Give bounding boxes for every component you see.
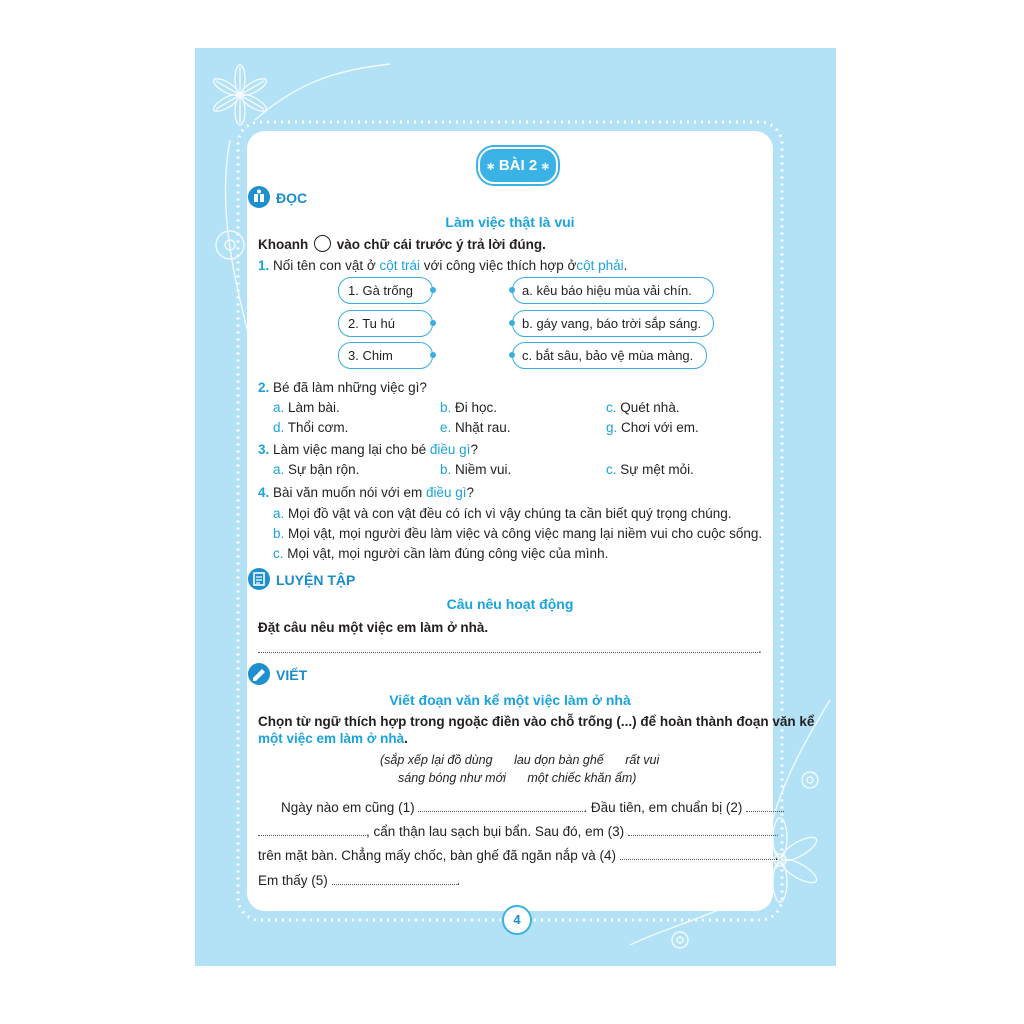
writing-instruction-cont: một việc em làm ở nhà. — [258, 731, 408, 746]
answer-option[interactable]: b. Mọi vật, mọi người đều làm việc và công việc mang lại niềm vui cho cuộc sống. — [273, 526, 763, 541]
match-dot[interactable] — [430, 320, 436, 326]
question-1: 1. Nối tên con vật ở cột trái với công việc thích hợp ởcột phải. — [258, 258, 628, 273]
match-dot[interactable] — [430, 352, 436, 358]
answer-option[interactable]: d. Thổi cơm. — [273, 420, 349, 435]
match-left-item[interactable]: 2. Tu hú — [338, 310, 433, 337]
match-right-item[interactable]: b. gáy vang, báo trời sắp sáng. — [512, 310, 714, 337]
match-right-item[interactable]: a. kêu báo hiệu mùa vải chín. — [512, 277, 714, 304]
star-icon: ✱ — [541, 162, 550, 173]
answer-option[interactable]: g. Chơi với em. — [606, 420, 699, 435]
reading-instruction: Khoanh vào chữ cái trước ý trả lời đúng. — [258, 237, 546, 252]
star-icon: ✱ — [486, 162, 495, 173]
circle-icon — [314, 235, 331, 252]
fill-line-2[interactable]: , cẩn thận lau sạch bụi bẩn. Sau đó, em (3) — [258, 824, 778, 839]
section-writing-label: VIẾT — [276, 667, 308, 683]
match-dot[interactable] — [509, 352, 515, 358]
writing-icon — [248, 663, 270, 685]
question-3: 3. Làm việc mang lại cho bé điều gì? — [258, 442, 478, 457]
match-left-item[interactable]: 1. Gà trống — [338, 277, 433, 304]
fill-line-4[interactable]: Em thấy (5) . — [258, 873, 461, 888]
match-dot[interactable] — [509, 320, 515, 326]
practice-instruction: Đặt câu nêu một việc em làm ở nhà. — [258, 620, 489, 635]
practice-title: Câu nêu hoạt động — [446, 596, 574, 612]
match-dot[interactable] — [509, 287, 515, 293]
fill-line-1[interactable]: Ngày nào em cũng (1) . Đầu tiên, em chuẩn bị (2) — [281, 800, 784, 815]
page-number: 4 — [502, 905, 532, 935]
fill-line-3[interactable]: trên mặt bàn. Chẳng mấy chốc, bàn ghế đã ngăn nắp và (4) . — [258, 848, 779, 863]
word-bank-row: (sắp xếp lại đồ dùng lau dọn bàn ghế rất vui — [380, 753, 660, 767]
reading-icon — [248, 186, 270, 208]
lesson-badge — [478, 147, 558, 184]
question-4: 4. Bài văn muốn nói với em điều gì? — [258, 485, 475, 500]
writing-instruction: Chọn từ ngữ thích hợp trong ngoặc điền vào chỗ trống (...) để hoàn thành đoạn văn kể — [258, 714, 815, 729]
answer-option[interactable]: b. Niềm vui. — [440, 462, 512, 477]
section-practice-label: LUYỆN TẬP — [276, 572, 356, 588]
answer-option[interactable]: b. Đi học. — [440, 400, 498, 415]
answer-option[interactable]: c. Sự mệt mỏi. — [606, 462, 694, 477]
match-dot[interactable] — [430, 287, 436, 293]
answer-option[interactable]: c. Mọi vật, mọi người cần làm đúng công việc của mình. — [273, 546, 609, 561]
word-bank-row: sáng bóng như mới một chiếc khăn ẩm) — [398, 771, 637, 785]
answer-option[interactable]: a. Làm bài. — [273, 400, 340, 415]
answer-option[interactable]: a. Sự bận rộn. — [273, 462, 360, 477]
section-reading-label: ĐỌC — [276, 190, 308, 206]
answer-option[interactable]: e. Nhặt rau. — [440, 420, 511, 435]
answer-option[interactable]: c. Quét nhà. — [606, 400, 680, 415]
practice-icon — [248, 568, 270, 590]
practice-answer-line[interactable]: . — [258, 641, 762, 656]
reading-title: Làm việc thật là vui — [445, 214, 575, 230]
match-right-item[interactable]: c. bắt sâu, bảo vệ mùa màng. — [512, 342, 707, 369]
answer-option[interactable]: a. Mọi đồ vật và con vật đều có ích vì vậy chúng ta cần biết quý trọng chúng. — [273, 506, 732, 521]
match-left-item[interactable]: 3. Chim — [338, 342, 433, 369]
writing-title: Viết đoạn văn kể một việc làm ở nhà — [389, 692, 631, 708]
question-2: 2. Bé đã làm những việc gì? — [258, 380, 427, 395]
lesson-title: BÀI 2 — [498, 157, 538, 174]
